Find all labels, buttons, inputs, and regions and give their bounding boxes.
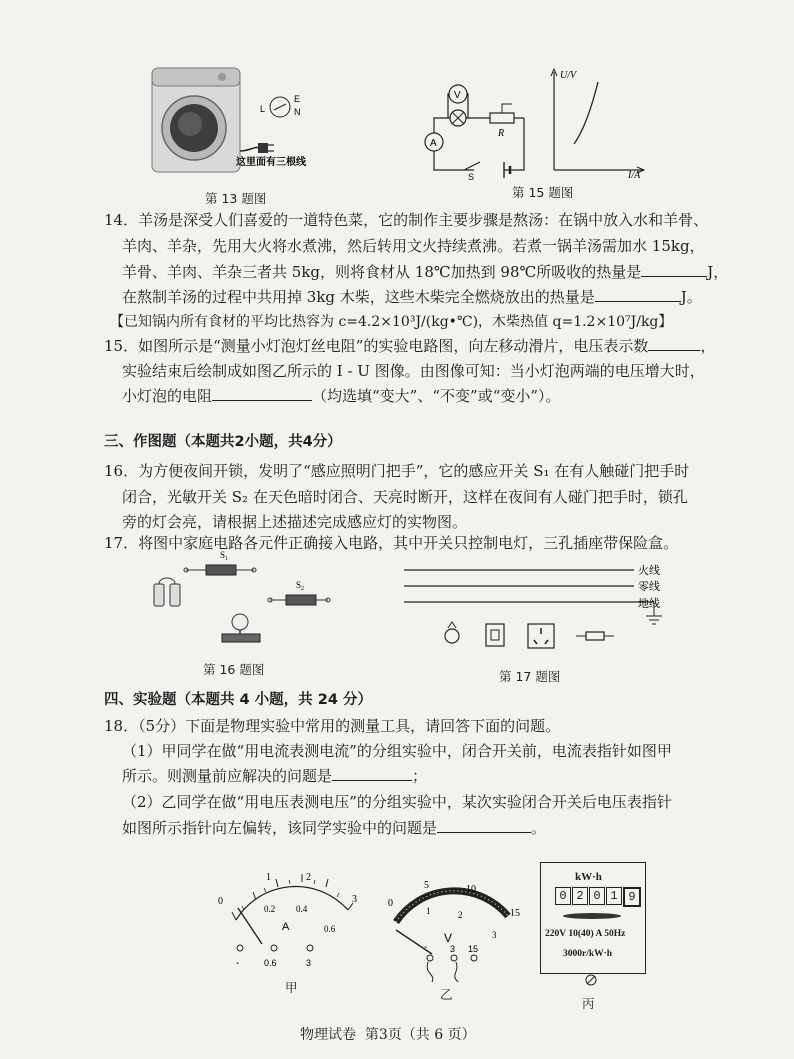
digit-2: 2 <box>572 887 588 905</box>
digit-1: 0 <box>555 887 571 905</box>
svg-text:A: A <box>282 921 290 933</box>
digit-3: 0 <box>589 887 605 905</box>
svg-text:-: - <box>236 958 240 969</box>
q15-blank1[interactable] <box>648 336 700 351</box>
svg-text:A: A <box>430 138 437 149</box>
kwh-digits <box>555 887 641 907</box>
lamp-bulb <box>232 614 248 630</box>
svg-text:V: V <box>454 90 461 101</box>
svg-text:-: - <box>424 942 428 953</box>
label-N: N <box>294 107 301 117</box>
kwh-disc <box>563 913 621 919</box>
q18-line5: 如图所示指针向左偏转，该同学实验中的问题是 。 <box>122 819 547 837</box>
fig13-caption: 第 13 题图 <box>205 191 267 206</box>
kwh-spec1: 220V 10(40) A 50Hz <box>545 929 626 939</box>
iu-curve <box>574 82 598 144</box>
kwh-meter <box>540 862 646 974</box>
fig16-components <box>150 548 330 648</box>
q14-blank2[interactable] <box>595 287 681 302</box>
q14-blank1[interactable] <box>641 262 707 277</box>
q18-blank1[interactable] <box>332 766 412 781</box>
q18-line2: （1）甲同学在做“用电流表测电流”的分组实验中，闭合开关前，电流表指针如图甲 <box>122 742 672 760</box>
lamp-base <box>222 634 260 642</box>
page-footer: 物理试卷 第3页（共 6 页） <box>300 1027 476 1043</box>
svg-text:S: S <box>468 172 475 182</box>
svg-text:0.6: 0.6 <box>324 924 336 934</box>
q15-line3: 小灯泡的电阻 （均选填“变大”、“不变”或“变小”）。 <box>122 387 561 405</box>
svg-text:0.2: 0.2 <box>264 904 276 914</box>
svg-text:15: 15 <box>510 908 520 919</box>
svg-text:0: 0 <box>218 896 223 907</box>
svg-text:1: 1 <box>426 906 431 916</box>
fig17-household-circuit <box>400 560 690 660</box>
svg-text:1: 1 <box>266 872 271 883</box>
fig15-caption: 第 15 题图 <box>512 185 574 200</box>
fig18-jia-caption: 甲 <box>285 980 298 995</box>
fig18-yi-caption: 乙 <box>440 987 453 1002</box>
label-ground: 地线 <box>638 597 660 610</box>
svg-text:2: 2 <box>458 910 463 920</box>
fig18-bing-caption: 丙 <box>582 996 595 1011</box>
axis-x-label: I/A <box>628 170 641 181</box>
washing-machine-figure <box>150 66 320 176</box>
q18-line3: 所示。则测量前应解决的问题是 ； <box>122 767 428 785</box>
switch-symbol <box>464 162 480 170</box>
svg-text:0: 0 <box>388 898 393 909</box>
battery-cell-2 <box>170 584 180 606</box>
svg-text:0.6: 0.6 <box>264 958 277 968</box>
svg-text:R: R <box>498 128 505 139</box>
switch-s1 <box>206 565 236 575</box>
voltmeter-dial <box>384 878 534 988</box>
power-cord <box>240 148 260 151</box>
digit-5: 9 <box>623 887 641 907</box>
svg-text:5: 5 <box>424 880 429 891</box>
three-hole-socket <box>528 624 554 648</box>
rheostat-symbol <box>490 113 514 123</box>
q18-blank2[interactable] <box>437 818 531 833</box>
label-live: 火线 <box>638 564 660 577</box>
svg-text:10: 10 <box>466 884 476 895</box>
fig16-caption: 第 16 题图 <box>203 662 265 677</box>
q18-line4: （2）乙同学在做“用电压表测电压”的分组实验中，某次实验闭合开关后电压表指针 <box>122 793 672 811</box>
svg-text:2: 2 <box>306 872 311 883</box>
fuse-box <box>586 632 604 640</box>
q18-line1: 18．（5分）下面是物理实验中常用的测量工具，请回答下面的问题。 <box>104 717 561 735</box>
label-s2: $S_2$ <box>296 580 305 592</box>
svg-text:0.4: 0.4 <box>296 904 308 914</box>
q14-line2: 羊肉、羊杂，先用大火将水煮沸，然后转用文火持续煮沸。若煮一锅羊汤需加水 15kg， <box>122 237 705 255</box>
axis-y-label: U/V <box>560 70 577 81</box>
q14-line3: 羊骨、羊肉、羊杂三者共 5kg，则将食材从 18℃加热到 98℃所吸收的热量是 J， <box>122 263 729 281</box>
wall-switch <box>486 624 504 646</box>
q14-line1: 14．羊汤是深受人们喜爱的一道特色菜，它的制作主要步骤是熬汤：在锅中放入水和羊骨、 <box>104 211 709 229</box>
washer-door-glass <box>178 112 202 136</box>
iu-graph-15 <box>548 66 648 181</box>
kwh-spec2: 3000r/kW·h <box>563 949 613 959</box>
svg-text:3: 3 <box>492 930 497 940</box>
svg-text:3: 3 <box>450 944 456 954</box>
circuit-diagram-15 <box>424 82 544 182</box>
q14-line4: 在熬制羊汤的过程中共用掉 3kg 木柴，这些木柴完全燃烧放出的热量是 J。 <box>122 288 702 306</box>
svg-text:15: 15 <box>468 944 479 954</box>
digit-4: 1 <box>606 887 622 905</box>
svg-text:V: V <box>444 931 453 945</box>
switch-s2 <box>286 595 316 605</box>
q16-line2: 闭合，光敏开关 S₂ 在天色暗时闭合、天亮时断开，这样在夜间有人碰门把手时，锁孔 <box>122 488 688 506</box>
battery-cell-1 <box>154 584 164 606</box>
label-three-wires: 这里面有三根线 <box>236 157 306 168</box>
q16-line1: 16．为方便夜间开锁，发明了“感应照明门把手”，它的感应开关 S₁ 在有人触碰门把手时 <box>104 462 690 480</box>
section4-title: 四、实验题（本题共 4 小题，共 24 分） <box>104 692 372 708</box>
kwh-meter-hanger <box>584 972 598 988</box>
fig17-caption: 第 17 题图 <box>499 669 561 684</box>
kwh-unit: kW·h <box>575 871 602 883</box>
q16-line3: 旁的灯会亮，请根据上述描述完成感应灯的实物图。 <box>122 513 468 531</box>
q15-line1: 15．如图所示是“测量小灯泡灯丝电阻”的实验电路图，向左移动滑片，电压表示数 ， <box>104 337 716 355</box>
section3-title: 三、作图题（本题共2小题，共4分） <box>104 434 342 450</box>
ammeter-dial <box>216 870 366 970</box>
svg-text:3: 3 <box>306 958 312 968</box>
label-L: L <box>260 104 266 114</box>
washer-panel <box>152 68 240 86</box>
label-s1: $S_1$ <box>220 550 229 562</box>
svg-text:3: 3 <box>352 894 357 905</box>
ammeter-needle <box>238 908 262 944</box>
ceiling-lamp <box>445 629 459 643</box>
q17-line1: 17．将图中家庭电路各元件正确接入电路，其中开关只控制电灯，三孔插座带保险盒。 <box>104 534 679 552</box>
plug <box>258 143 268 153</box>
q15-blank2[interactable] <box>212 386 312 401</box>
label-neutral: 零线 <box>638 580 660 593</box>
washer-knob <box>218 73 226 81</box>
q14-line5: 【已知锅内所有食材的平均比热容为 c=4.2×10³J/(kg•℃)，木柴热值 q=1.2×10⁷J/kg】 <box>110 314 673 330</box>
q15-line2: 实验结束后绘制成如图乙所示的 I - U 图像。由图像可知：当小灯泡两端的电压增大时， <box>122 362 705 380</box>
label-E: E <box>294 94 301 104</box>
